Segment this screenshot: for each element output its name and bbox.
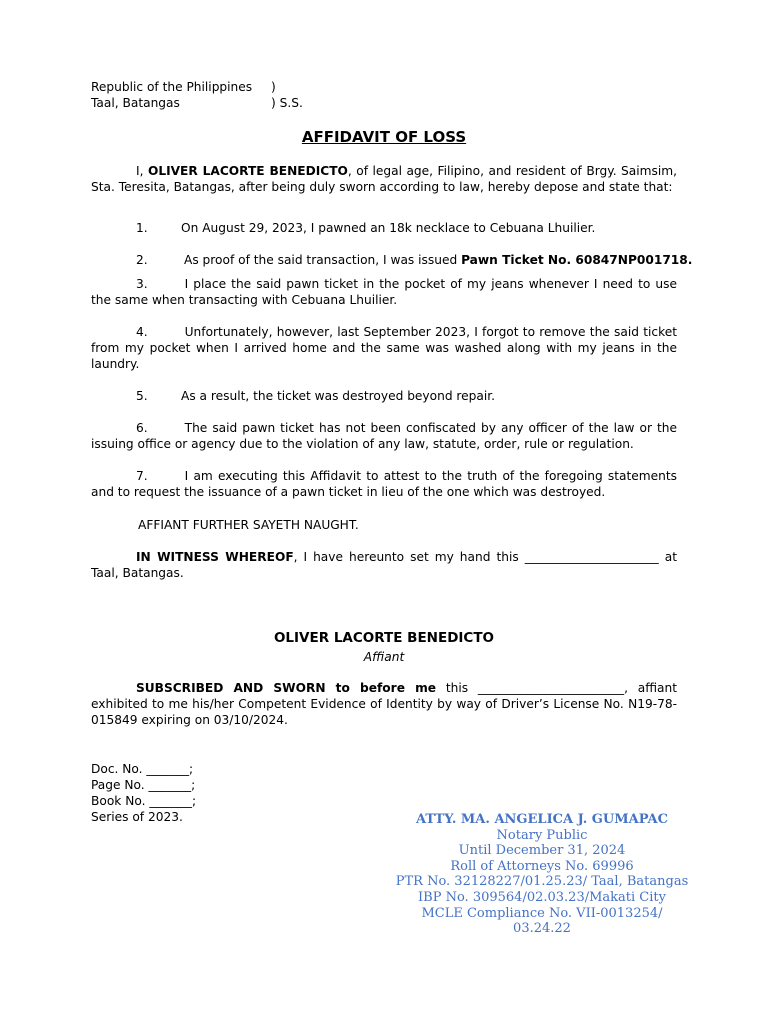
notary-title: Notary Public: [496, 827, 588, 843]
intro-paragraph: [91, 163, 677, 195]
jurat-end: , affiant exhibited to me his/her Competent Evidence of Identity by way of Driver’s License No. N19-78-015849 expiring on 03/10/2024.: [91, 681, 677, 727]
page-number: Page No. _______;: [91, 778, 196, 792]
notary-name: ATTY. MA. ANGELICA J. GUMAPAC: [416, 812, 668, 827]
item-3: [91, 276, 677, 308]
notary-block: [392, 812, 692, 937]
item-5-text: As a result, the ticket was destroyed beyond repair.: [181, 389, 496, 403]
item-4-number: 4.: [136, 325, 148, 339]
venue-paren-2: ) S.S.: [271, 96, 303, 110]
jurat-text: this: [436, 681, 478, 695]
item-6-number: 6.: [136, 421, 148, 435]
item-3-number: 3.: [136, 277, 148, 291]
document-title: AFFIDAVIT OF LOSS: [301, 128, 467, 146]
affiant-name-intro: OLIVER LACORTE BENEDICTO: [147, 164, 348, 178]
intro-rest: , of legal age, Filipino, and resident of Brgy. Saimsim, Sta. Teresita, Batangas, after being duly sworn according to law, hereby depose and state that:: [91, 164, 678, 194]
notary-ibp: IBP No. 309564/02.03.23/Makati City: [418, 889, 666, 905]
witness-end: at Taal, Batangas.: [91, 550, 677, 580]
item-2-text: As proof of the said transaction, I was issued: [184, 253, 462, 267]
item-6: [91, 420, 677, 452]
witness-text: , I have hereunto set my hand this: [293, 550, 525, 564]
item-7-number: 7.: [136, 469, 148, 483]
item-4: [91, 324, 677, 372]
item-7: [91, 468, 677, 500]
notary-commission: Until December 31, 2024: [458, 843, 626, 859]
docket-block: [91, 761, 196, 825]
item-4-text: Unfortunately, however, last September 2023, I forgot to remove the said ticket from my pocket when I arrived home and the same was washed along with my jeans in the laundry.: [91, 325, 677, 371]
pawn-ticket-number: Pawn Ticket No. 60847NP001718.: [461, 253, 693, 267]
item-5-number: 5.: [136, 389, 148, 403]
venue-city: Taal, Batangas: [91, 96, 180, 110]
jurat-blank: ________________________: [477, 681, 625, 695]
item-2-number: 2.: [136, 253, 148, 267]
notary-ptr: PTR No. 32128227/01.25.23/ Taal, Batangas: [395, 874, 689, 890]
witness-paragraph: [91, 549, 677, 581]
affiant-signature-name: OLIVER LACORTE BENEDICTO: [273, 630, 495, 646]
witness-blank: ______________________: [524, 550, 659, 564]
witness-lead: IN WITNESS WHEREOF: [136, 550, 294, 564]
notary-roll: Roll of Attorneys No. 69996: [450, 858, 634, 874]
further-sayeth: AFFIANT FURTHER SAYETH NAUGHT.: [138, 518, 359, 532]
jurat-lead: SUBSCRIBED AND SWORN to before me: [136, 681, 437, 695]
doc-number: Doc. No. _______;: [91, 762, 194, 776]
series-year: Series of 2023.: [91, 810, 183, 824]
venue-country: Republic of the Philippines: [91, 80, 253, 94]
affiant-label: Affiant: [363, 650, 405, 664]
item-7-text: I am executing this Affidavit to attest to the truth of the foregoing statements and to request the issuance of a pawn ticket in lieu of the one which was destroyed.: [91, 469, 677, 499]
intro-prefix: I,: [136, 164, 148, 178]
item-2-body: [184, 252, 692, 268]
item-6-text: The said pawn ticket has not been confiscated by any officer of the law or the issuing office or agency due to the violation of any law, statute, order, rule or regulation.: [91, 421, 677, 451]
venue-paren-1: ): [271, 80, 276, 94]
item-3-text: I place the said pawn ticket in the pocket of my jeans whenever I need to use the same when transacting with Cebuana Lhuilier.: [91, 277, 677, 307]
jurat-paragraph: [91, 680, 677, 728]
item-1-text: On August 29, 2023, I pawned an 18k necklace to Cebuana Lhuilier.: [181, 221, 596, 235]
book-number: Book No. _______;: [91, 794, 197, 808]
venue-block: [91, 79, 391, 111]
item-1-number: 1.: [136, 221, 148, 235]
notary-mcle: MCLE Compliance No. VII-0013254/ 03.24.22: [421, 905, 663, 937]
